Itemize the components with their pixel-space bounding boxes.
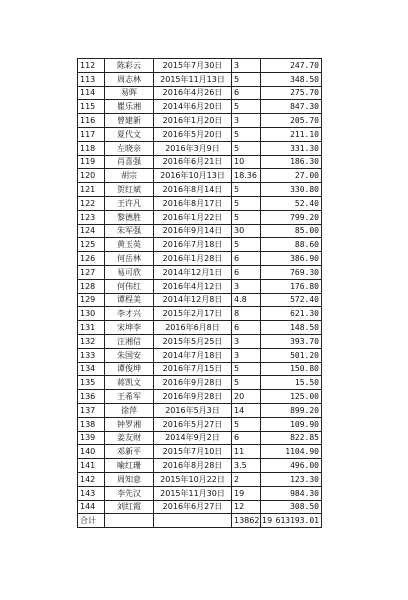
row-name: 周志林: [105, 72, 154, 86]
row-date: 2016年6月27日: [154, 500, 232, 514]
row-amount: 386.90: [261, 252, 322, 266]
table-row: [78, 445, 322, 459]
row-quantity: 6: [232, 265, 261, 279]
row-name: 蒋凯文: [105, 376, 154, 390]
row-name: 王许凡: [105, 196, 154, 210]
row-name: 李才兴: [105, 307, 154, 321]
row-quantity: 5: [232, 210, 261, 224]
row-number: 118: [78, 141, 105, 155]
row-number: 113: [78, 72, 105, 86]
row-quantity: 8: [232, 307, 261, 321]
row-number: 136: [78, 390, 105, 404]
row-name: 黄玉英: [105, 238, 154, 252]
row-date: 2016年3月9日: [154, 141, 232, 155]
table-row: [78, 403, 322, 417]
row-quantity: 3: [232, 279, 261, 293]
row-number: 134: [78, 362, 105, 376]
table-row: [78, 321, 322, 335]
row-amount: 27.00: [261, 169, 322, 183]
row-amount: 109.90: [261, 417, 322, 431]
row-number: 137: [78, 403, 105, 417]
row-name: 喻红珊: [105, 459, 154, 473]
row-amount: 123.30: [261, 472, 322, 486]
row-number: 119: [78, 155, 105, 169]
table-row: [78, 100, 322, 114]
table-row: [78, 114, 322, 128]
row-quantity: 3: [232, 334, 261, 348]
row-date: 2016年10月13日: [154, 169, 232, 183]
row-number: 142: [78, 472, 105, 486]
table-row: [78, 376, 322, 390]
row-amount: 822.85: [261, 431, 322, 445]
row-quantity: 5: [232, 183, 261, 197]
row-number: 123: [78, 210, 105, 224]
row-quantity: 2: [232, 472, 261, 486]
row-quantity: 20: [232, 390, 261, 404]
row-name: 徐萍: [105, 403, 154, 417]
row-number: 129: [78, 293, 105, 307]
row-date: 2016年8月17日: [154, 196, 232, 210]
row-quantity: 6: [232, 431, 261, 445]
table-row: [78, 431, 322, 445]
row-number: 114: [78, 86, 105, 100]
row-quantity: 3: [232, 348, 261, 362]
ledger-body: [78, 59, 322, 514]
row-amount: 148.50: [261, 321, 322, 335]
row-amount: 52.40: [261, 196, 322, 210]
row-quantity: 6: [232, 321, 261, 335]
total-label: 合计: [78, 514, 105, 528]
row-name: 陈彩云: [105, 59, 154, 73]
row-quantity: 11: [232, 445, 261, 459]
row-date: 2015年11月13日: [154, 72, 232, 86]
row-number: 126: [78, 252, 105, 266]
row-number: 140: [78, 445, 105, 459]
row-amount: 247.70: [261, 59, 322, 73]
row-number: 131: [78, 321, 105, 335]
row-amount: 308.50: [261, 500, 322, 514]
row-quantity: 5: [232, 127, 261, 141]
table-row: [78, 293, 322, 307]
row-number: 117: [78, 127, 105, 141]
row-amount: 85.00: [261, 224, 322, 238]
row-quantity: 10: [232, 155, 261, 169]
row-amount: 847.30: [261, 100, 322, 114]
row-name: 何伟红: [105, 279, 154, 293]
row-number: 130: [78, 307, 105, 321]
row-amount: 348.50: [261, 72, 322, 86]
row-date: 2014年9月2日: [154, 431, 232, 445]
table-row: [78, 86, 322, 100]
row-number: 125: [78, 238, 105, 252]
row-amount: 984.30: [261, 486, 322, 500]
row-name: 周知意: [105, 472, 154, 486]
total-empty-date: [154, 514, 232, 528]
row-date: 2014年6月20日: [154, 100, 232, 114]
row-date: 2015年11月30日: [154, 486, 232, 500]
row-number: 120: [78, 169, 105, 183]
table-row: [78, 472, 322, 486]
ledger-table: [77, 58, 322, 528]
table-row: [78, 155, 322, 169]
total-row: [78, 514, 322, 528]
row-quantity: 3: [232, 59, 261, 73]
row-amount: 899.20: [261, 403, 322, 417]
row-number: 138: [78, 417, 105, 431]
row-quantity: 3: [232, 114, 261, 128]
row-number: 122: [78, 196, 105, 210]
row-date: 2014年7月18日: [154, 348, 232, 362]
row-number: 116: [78, 114, 105, 128]
row-name: 宋坤李: [105, 321, 154, 335]
row-number: 132: [78, 334, 105, 348]
row-date: 2015年7月10日: [154, 445, 232, 459]
row-quantity: 18.36: [232, 169, 261, 183]
row-number: 124: [78, 224, 105, 238]
row-amount: 125.00: [261, 390, 322, 404]
row-name: 曾建新: [105, 114, 154, 128]
row-date: 2014年12月8日: [154, 293, 232, 307]
row-name: 邓新平: [105, 445, 154, 459]
row-name: 王希军: [105, 390, 154, 404]
table-row: [78, 486, 322, 500]
row-amount: 275.70: [261, 86, 322, 100]
row-date: 2016年9月14日: [154, 224, 232, 238]
table-row: [78, 334, 322, 348]
table-row: [78, 279, 322, 293]
row-amount: 150.80: [261, 362, 322, 376]
row-name: 左晓亲: [105, 141, 154, 155]
total-empty-name: [105, 514, 154, 528]
row-name: 夏代文: [105, 127, 154, 141]
row-date: 2016年4月12日: [154, 279, 232, 293]
row-quantity: 5: [232, 100, 261, 114]
table-row: [78, 72, 322, 86]
table-row: [78, 500, 322, 514]
row-quantity: 5: [232, 417, 261, 431]
row-number: 115: [78, 100, 105, 114]
row-quantity: 14: [232, 403, 261, 417]
table-row: [78, 417, 322, 431]
row-date: 2014年12月1日: [154, 265, 232, 279]
row-date: 2016年7月15日: [154, 362, 232, 376]
row-amount: 330.80: [261, 183, 322, 197]
row-quantity: 5: [232, 362, 261, 376]
row-amount: 393.70: [261, 334, 322, 348]
row-amount: 176.80: [261, 279, 322, 293]
row-number: 139: [78, 431, 105, 445]
table-row: [78, 183, 322, 197]
table-row: [78, 390, 322, 404]
row-number: 112: [78, 59, 105, 73]
row-date: 2016年8月14日: [154, 183, 232, 197]
row-date: 2016年1月20日: [154, 114, 232, 128]
row-date: 2016年5月27日: [154, 417, 232, 431]
row-name: 朱国安: [105, 348, 154, 362]
row-number: 135: [78, 376, 105, 390]
row-amount: 621.30: [261, 307, 322, 321]
row-date: 2015年7月30日: [154, 59, 232, 73]
row-name: 易晖: [105, 86, 154, 100]
row-name: 刘红霞: [105, 500, 154, 514]
table-row: [78, 348, 322, 362]
row-number: 133: [78, 348, 105, 362]
row-amount: 572.40: [261, 293, 322, 307]
total-qty: 13862.19: [232, 514, 261, 528]
row-amount: 769.30: [261, 265, 322, 279]
row-name: 李先汉: [105, 486, 154, 500]
row-amount: 211.10: [261, 127, 322, 141]
row-amount: 1104.90: [261, 445, 322, 459]
row-amount: 496.00: [261, 459, 322, 473]
row-date: 2016年5月3日: [154, 403, 232, 417]
row-date: 2016年6月8日: [154, 321, 232, 335]
table-row: [78, 127, 322, 141]
table-row: [78, 459, 322, 473]
row-quantity: 19: [232, 486, 261, 500]
row-date: 2016年5月20日: [154, 127, 232, 141]
row-amount: 205.70: [261, 114, 322, 128]
row-quantity: 5: [232, 376, 261, 390]
row-name: 汪湘信: [105, 334, 154, 348]
row-quantity: 4.8: [232, 293, 261, 307]
row-quantity: 6: [232, 86, 261, 100]
row-name: 瞿乐湘: [105, 100, 154, 114]
row-number: 128: [78, 279, 105, 293]
row-date: 2016年7月18日: [154, 238, 232, 252]
row-name: 胡宗: [105, 169, 154, 183]
table-row: [78, 307, 322, 321]
row-name: 黎德胜: [105, 210, 154, 224]
row-number: 141: [78, 459, 105, 473]
row-name: 朱军强: [105, 224, 154, 238]
row-quantity: 6: [232, 252, 261, 266]
row-amount: 186.30: [261, 155, 322, 169]
table-row: [78, 210, 322, 224]
row-quantity: 3.5: [232, 459, 261, 473]
row-date: 2015年10月22日: [154, 472, 232, 486]
row-date: 2016年8月28日: [154, 459, 232, 473]
row-name: 贺红斌: [105, 183, 154, 197]
row-name: 钟罗湘: [105, 417, 154, 431]
row-amount: 501.20: [261, 348, 322, 362]
row-date: 2016年1月22日: [154, 210, 232, 224]
row-date: 2015年2月17日: [154, 307, 232, 321]
row-name: 姜友财: [105, 431, 154, 445]
row-name: 谭俊坤: [105, 362, 154, 376]
row-quantity: 30: [232, 224, 261, 238]
row-date: 2016年1月28日: [154, 252, 232, 266]
row-name: 谭程美: [105, 293, 154, 307]
total-amount: 613193.01: [261, 514, 322, 528]
row-quantity: 5: [232, 238, 261, 252]
row-amount: 799.20: [261, 210, 322, 224]
table-row: [78, 169, 322, 183]
row-name: 肖喜强: [105, 155, 154, 169]
row-number: 127: [78, 265, 105, 279]
table-row: [78, 224, 322, 238]
row-quantity: 5: [232, 72, 261, 86]
row-date: 2016年4月26日: [154, 86, 232, 100]
row-name: 何岳林: [105, 252, 154, 266]
table-row: [78, 141, 322, 155]
row-quantity: 5: [232, 141, 261, 155]
row-number: 144: [78, 500, 105, 514]
table-row: [78, 362, 322, 376]
table-row: [78, 59, 322, 73]
row-name: 易可欣: [105, 265, 154, 279]
row-amount: 331.30: [261, 141, 322, 155]
row-amount: 88.60: [261, 238, 322, 252]
row-amount: 15.50: [261, 376, 322, 390]
row-date: 2016年6月21日: [154, 155, 232, 169]
table-row: [78, 252, 322, 266]
row-number: 121: [78, 183, 105, 197]
row-number: 143: [78, 486, 105, 500]
row-date: 2016年9月28日: [154, 390, 232, 404]
table-row: [78, 265, 322, 279]
row-date: 2015年5月25日: [154, 334, 232, 348]
table-row: [78, 196, 322, 210]
row-quantity: 5: [232, 196, 261, 210]
table-row: [78, 238, 322, 252]
row-date: 2016年9月28日: [154, 376, 232, 390]
row-quantity: 12: [232, 500, 261, 514]
